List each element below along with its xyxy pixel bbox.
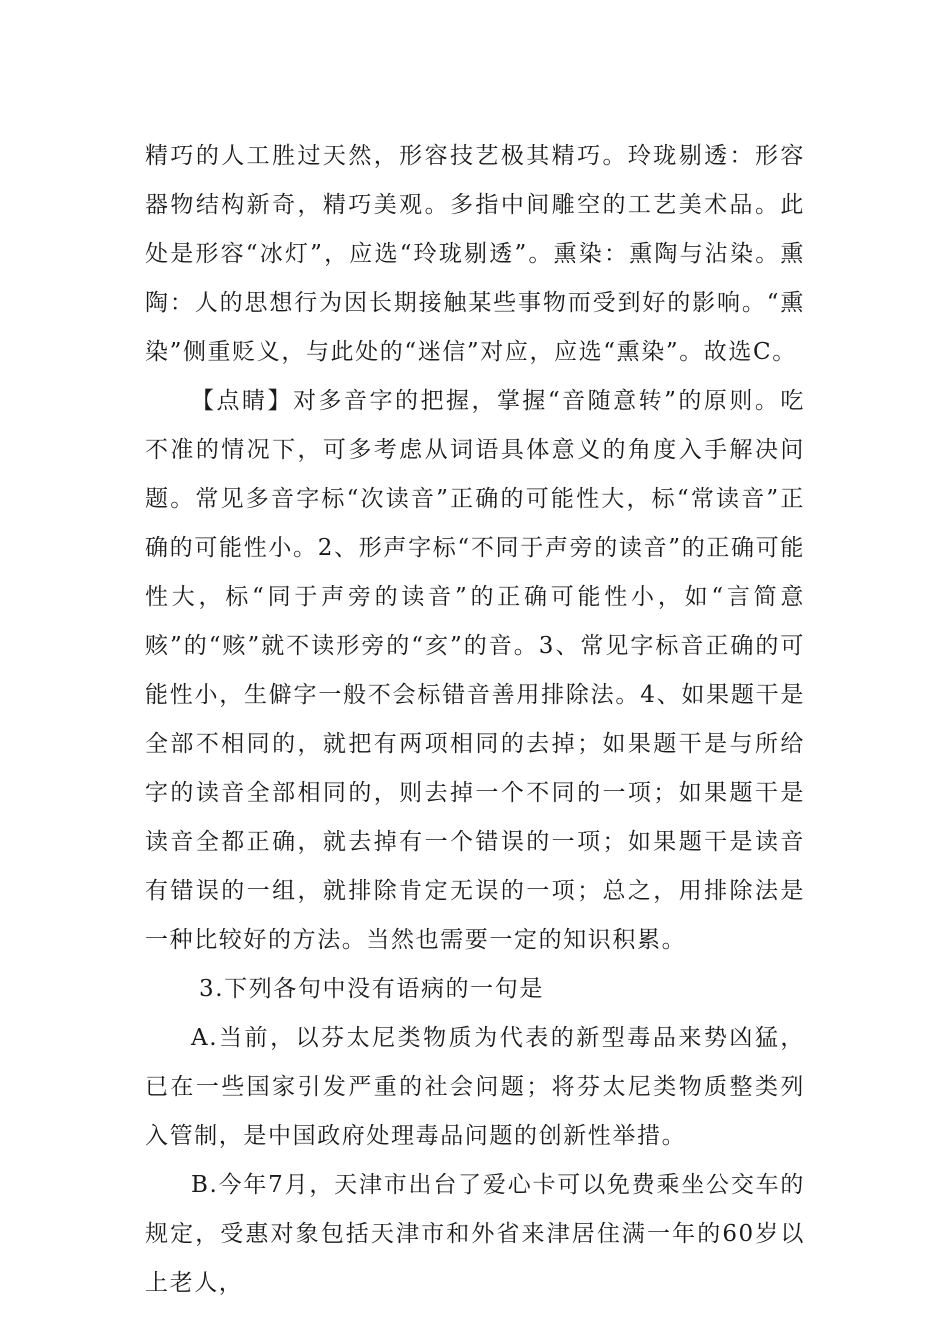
question-3-option-a: A.当前，以芬太尼类物质为代表的新型毒品来势凶猛，已在一些国家引发严重的社会问题；将芬太尼类物质整类列入管制，是中国政府处理毒品问题的创新性举措。 [145,1025,805,1149]
paragraph-answer-continuation: 精巧的人工胜过天然，形容技艺极其精巧。玲珑剔透：形容器物结构新奇，精巧美观。多指中间雕空的工艺美术品。此处是形容“冰灯”，应选“玲珑剔透”。熏染：熏陶与沾染。熏陶：人的思想行为因长期接触某些事物而受到好的影响。“熏染”侧重贬义，与此处的“迷信”对应，应选“熏染”。故选C。 [145,143,805,365]
question-3-option-b: B.今年7月，天津市出台了爱心卡可以免费乘坐公交车的规定，受惠对象包括天津市和外省来津居住满一年的60岁以上老人， [145,1172,805,1296]
paragraph-tip: 【点睛】对多音字的把握，掌握“音随意转”的原则。吃不准的情况下，可多考虑从词语具体意义的角度入手解决问题。常见多音字标“次读音”正确的可能性大，标“常读音”正确的可能性小。2、形声字标“不同于声旁的读音”的正确可能性大，标“同于声旁的读音”的正确可能性小，如“言简意赅”的“赅”就不读形旁的“亥”的音。3、常见字标音正确的可能性小，生僻字一般不会标错音善用排除法。4、如果题干是全部不相同的，就把有两项相同的去掉；如果题干是与所给字的读音全部相同的，则去掉一个不同的一项；如果题干是读音全都正确，就去掉有一个错误的一项；如果题干是读音有错误的一组，就排除肯定无误的一项；总之，用排除法是一种比较好的方法。当然也需要一定的知识积累。 [145,388,805,953]
question-3-stem: 3.下列各句中没有语病的一句是 [199,976,544,1002]
document-body [145,132,805,1308]
